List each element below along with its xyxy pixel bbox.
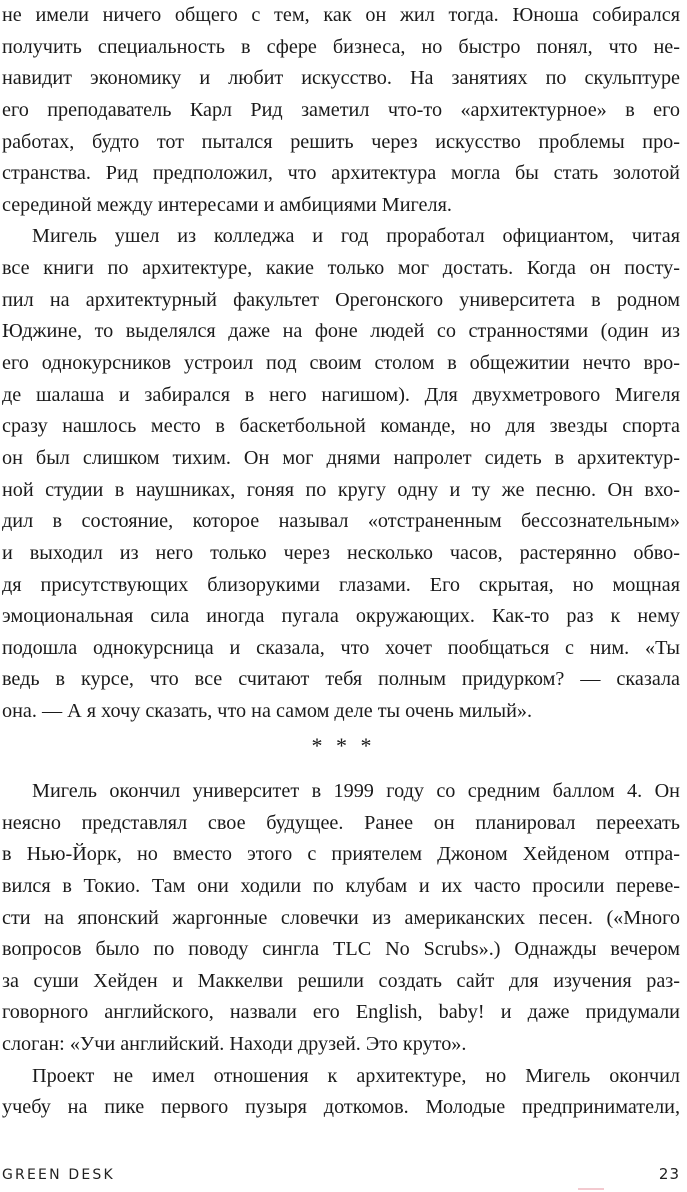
text-line: в Нью-Йорк, но вместо этого с приятелем Джоном Хейденом отпра- bbox=[2, 843, 680, 866]
section-separator: * * * bbox=[311, 733, 376, 758]
text-line: странства. Рид предположил, что архитектура могла бы стать золотой bbox=[2, 162, 680, 185]
text-line: Мигель ушел из колледжа и год проработал официантом, читая bbox=[32, 225, 680, 248]
text-line: де шалаша и забирался в него нагишом). Для двухметрового Мигеля bbox=[2, 383, 680, 406]
text-line: не имели ничего общего с тем, как он жил тогда. Юноша собирался bbox=[2, 4, 680, 26]
text-line: навидит экономику и любит искусство. На занятиях по скульптуре bbox=[2, 67, 680, 90]
text-line: дя присутствующих близорукими глазами. Его скрытая, но мощная bbox=[2, 573, 680, 596]
text-line: говорного английского, назвали его English, baby! и даже придумали bbox=[2, 1001, 680, 1024]
page-number: 23 bbox=[658, 1165, 680, 1183]
text-line: он был слишком тихим. Он мог днями напролет сидеть в архитектур- bbox=[2, 446, 680, 469]
text-block-top bbox=[2, 0, 680, 728]
text-line: серединой между интересами и амбициями Мигеля. bbox=[2, 193, 452, 216]
footer-brand: GREEN DESK bbox=[2, 1167, 115, 1183]
text-line: Проект не имел отношения к архитектуре, но Мигель окончил bbox=[32, 1064, 680, 1087]
text-line: его однокурсников устроил под своим столом в общежитии нечто вро- bbox=[2, 352, 680, 375]
text-line: Мигель окончил университет в 1999 году со средним баллом 4. Он bbox=[32, 780, 680, 802]
text-line: ной студии в наушниках, гоняя по кругу одну и ту же песню. Он вхо- bbox=[2, 478, 680, 501]
text-line: Юджине, то выделялся даже на фоне людей со странностями (один из bbox=[2, 320, 680, 343]
text-line: неясно представлял свое будущее. Ранее он планировал переехать bbox=[2, 811, 680, 834]
text-line: его преподаватель Карл Рид заметил что-то «архитектурное» в его bbox=[2, 98, 680, 121]
text-line: получить специальность в сфере бизнеса, но быстро понял, что не- bbox=[2, 35, 680, 58]
page-edge-mark bbox=[578, 1188, 604, 1190]
text-line: учебу на пике первого пузыря доткомов. Молодые предприниматели, bbox=[2, 1096, 680, 1119]
text-line: подошла однокурсница и сказала, что хочет пообщаться с ним. «Ты bbox=[2, 636, 680, 659]
text-line: работах, будто тот пытался решить через искусство проблемы про- bbox=[2, 130, 680, 153]
text-block-bottom bbox=[2, 776, 680, 1124]
text-line: за суши Хейден и Маккелви решили создать сайт для изучения раз- bbox=[2, 969, 680, 992]
text-line: вопросов было по поводу сингла TLC No Scrubs».) Однажды вечером bbox=[2, 938, 680, 961]
text-line: дил в состояние, которое называл «отстраненным бессознательным» bbox=[2, 510, 680, 533]
text-line: и выходил из него только через несколько часов, растерянно обво- bbox=[2, 541, 680, 564]
text-line: все книги по архитектуре, какие только мог достать. Когда он посту- bbox=[2, 257, 680, 280]
text-line: сти на японский жаргонные словечки из американских песен. («Много bbox=[2, 906, 680, 929]
text-line: слоган: «Учи английский. Находи друзей. Это круто». bbox=[2, 1033, 467, 1056]
text-line: эмоциональная сила иногда пугала окружающих. Как-то раз к нему bbox=[2, 605, 680, 628]
text-line: вился в Токио. Там они ходили по клубам и их часто просили переве- bbox=[2, 874, 680, 897]
text-line: она. — А я хочу сказать, что на самом деле ты очень милый». bbox=[2, 700, 533, 723]
text-line: ведь в курсе, что все считают тебя полным придурком? — сказала bbox=[2, 668, 680, 691]
text-line: пил на архитектурный факультет Орегонского университета в родном bbox=[2, 288, 680, 311]
text-line: сразу нашлось место в баскетбольной команде, но для звезды спорта bbox=[2, 415, 680, 438]
